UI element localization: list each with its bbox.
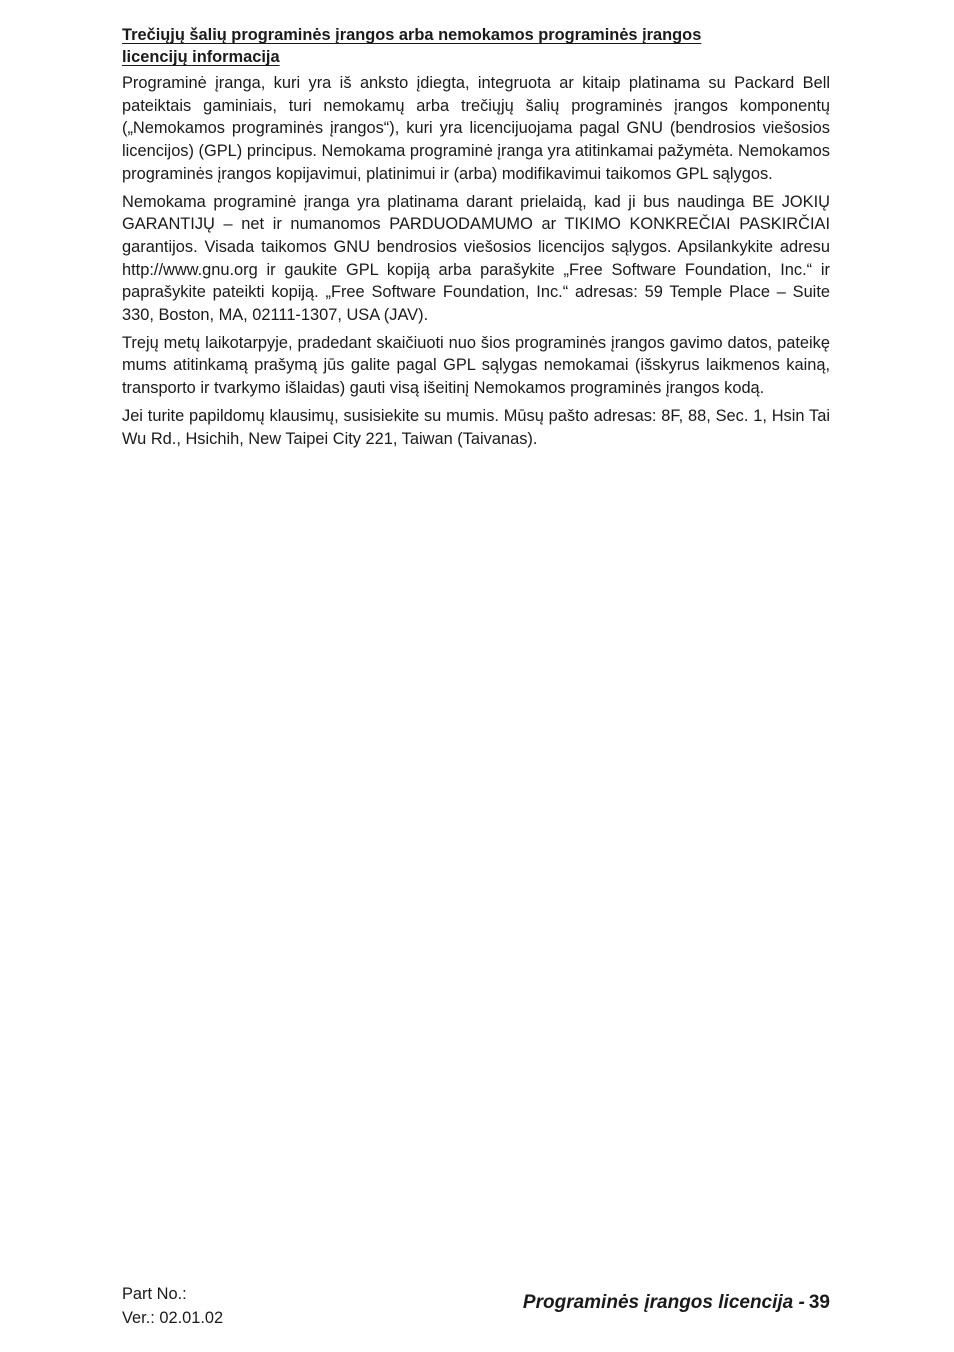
footer-section-title: Programinės įrangos licencija - [522,1292,805,1313]
paragraph-contact: Jei turite papildomų klausimų, susisiekite su mumis. Mūsų pašto adresas: 8F, 88, Sec. 1, Hsin Tai Wu Rd., Hsichih, New Taipei City 221, Taiwan (Taivanas). [122,406,830,448]
paragraph-warranty: Nemokama programinė įranga yra platinama darant prielaidą, kad ji bus naudinga BE JOKIŲ GARANTIJŲ – net ir numanomos PARDUODAMUMO ar TIKIMO KONKREČIAI PASKIRČIAI garantijos. Visada taikomos GNU bendrosios viešosios licencijos sąlygos. Apsilankykite adresu http://www.gnu.org ir gaukite GPL kopiją arba parašykite „Free Software Foundation, Inc.“ ir paprašykite pateikti kopiją. „Free Software Foundation, Inc.“ adresas: 59 Temple Place – Suite 330, Boston, MA, 02111-1307, USA (JAV). [122,192,830,325]
page-content [122,24,830,455]
heading-line-2: licencijų informacija [122,48,280,66]
footer-page-label [523,1290,830,1316]
paragraph-gpl-intro: Programinė įranga, kuri yra iš anksto įdiegta, integruota ar kitaip platinama su Packard Bell pateiktais gaminiais, turi nemokamų arba trečiųjų šalių programinės įrangos komponentų („Nemokamos programinės įrangos“), kuri yra licencijuojama pagal GNU (bendrosios viešosios licencijos) (GPL) principus. Nemokama programinė įranga yra atitinkamai pažymėta. Nemokamos programinės įrangos kopijavimui, platinimui ir (arba) modifikavimui taikomos GPL sąlygos. [122,74,830,183]
footer-document-info [122,1282,223,1330]
heading-line-1: Trečiųjų šalių programinės įrangos arba nemokamos programinės įrangos [122,26,702,44]
footer-part-number: Part No.: [122,1285,187,1303]
section-heading [122,24,830,68]
page-number: 39 [808,1292,830,1313]
footer-version: Ver.: 02.01.02 [122,1309,224,1327]
paragraph-source-code: Trejų metų laikotarpyje, pradedant skaičiuoti nuo šios programinės įrangos gavimo datos, pateikę mums atitinkamą prašymą jūs galite pagal GPL sąlygas nemokamai (išskyrus laikmenos kainą, transporto ir tvarkymo išlaidas) gauti visą išeitinį Nemokamos programinės įrangos kodą. [122,333,830,398]
